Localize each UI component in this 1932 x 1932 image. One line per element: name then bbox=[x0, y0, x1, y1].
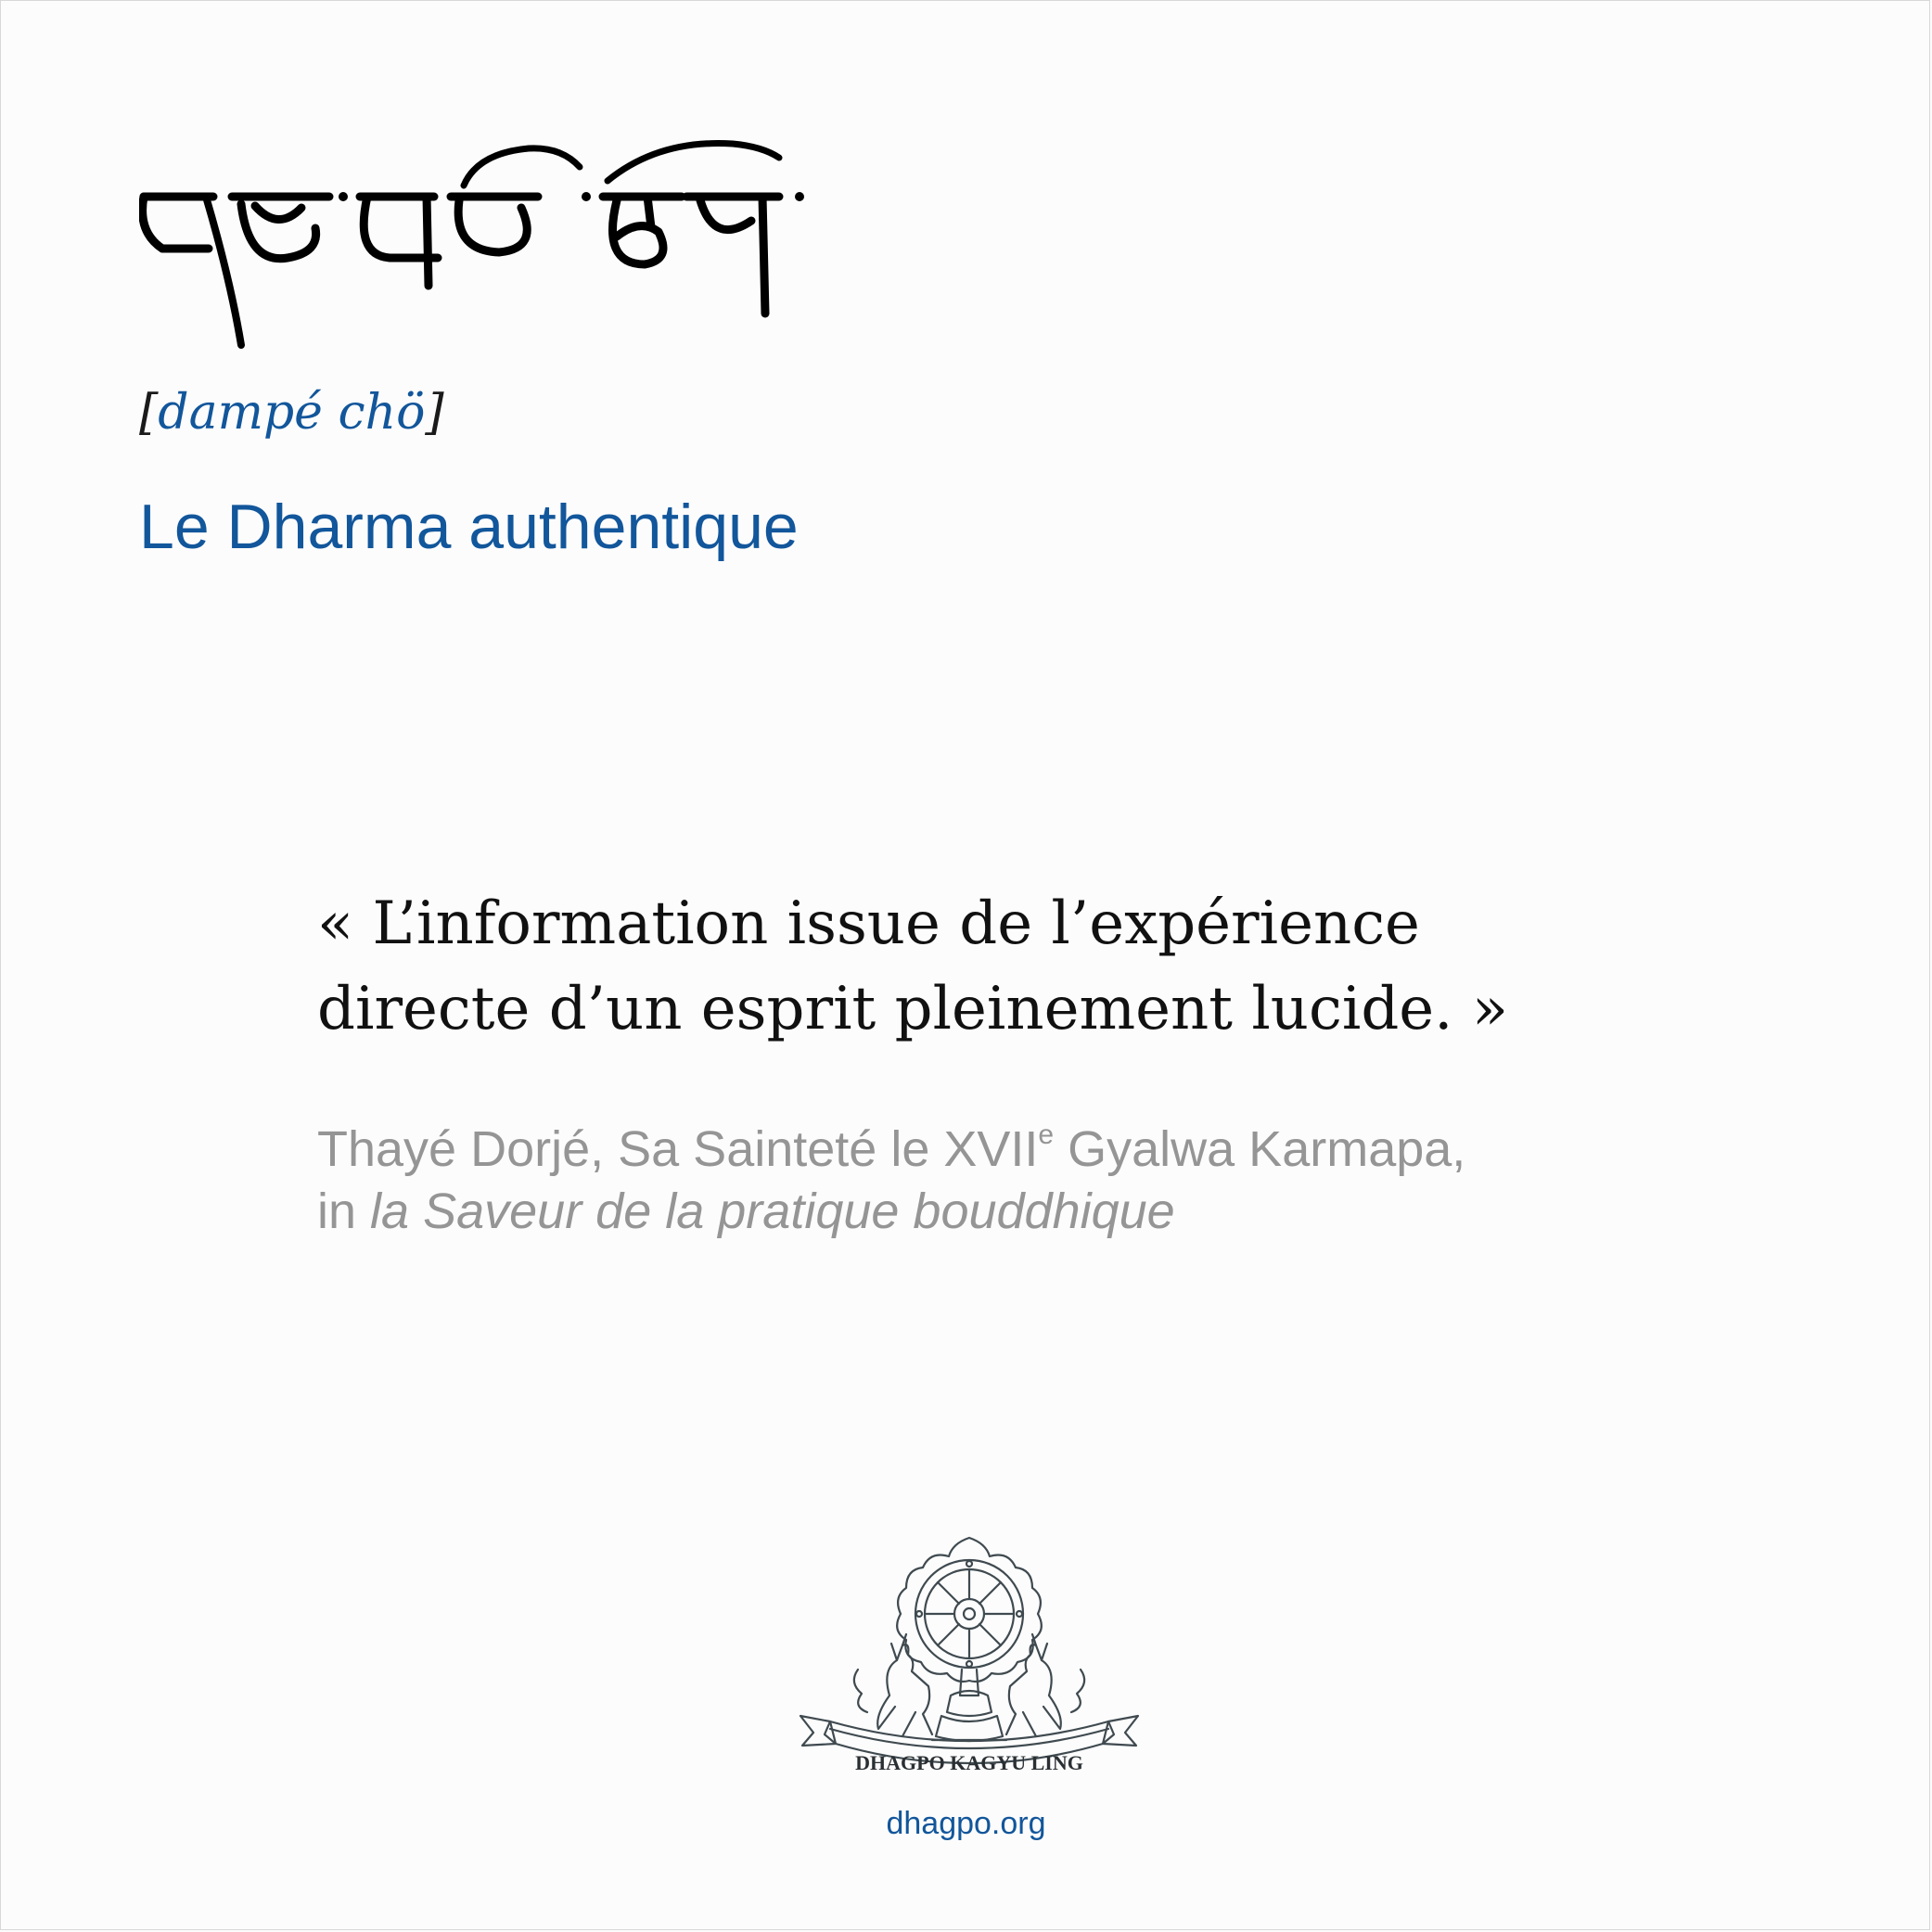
source-in-label: in bbox=[317, 1184, 371, 1239]
logo-banner-text: DHAGPO KAGYU LING bbox=[855, 1751, 1083, 1774]
term-translation: Le Dharma authentique bbox=[139, 492, 799, 562]
source-author-line bbox=[317, 1119, 1616, 1181]
phonetic-text: dampé chö bbox=[158, 385, 426, 441]
phonetic-transcription bbox=[139, 385, 444, 441]
website-link[interactable]: dhagpo.org bbox=[886, 1806, 1046, 1841]
tibetan-calligraphy bbox=[139, 139, 807, 362]
quote-line-2: directe d’un esprit pleinement lucide. » bbox=[317, 975, 1508, 1043]
source-work-title: la Saveur de la pratique bouddhique bbox=[370, 1184, 1175, 1239]
bracket-close: ] bbox=[425, 385, 444, 441]
ordinal-superscript: e bbox=[1038, 1120, 1055, 1150]
bracket-open: [ bbox=[139, 385, 159, 441]
source-author: Thayé Dorjé, Sa Sainteté le XVII bbox=[317, 1121, 1039, 1177]
source-work-line bbox=[317, 1181, 1616, 1243]
quote-block bbox=[317, 881, 1708, 1052]
quote-line-1: « L’information issue de l’expérience bbox=[317, 889, 1420, 958]
source-author-title: Gyalwa Karmapa, bbox=[1054, 1121, 1466, 1177]
quote-source bbox=[317, 1119, 1616, 1243]
dharma-wheel-logo bbox=[793, 1530, 1145, 1795]
